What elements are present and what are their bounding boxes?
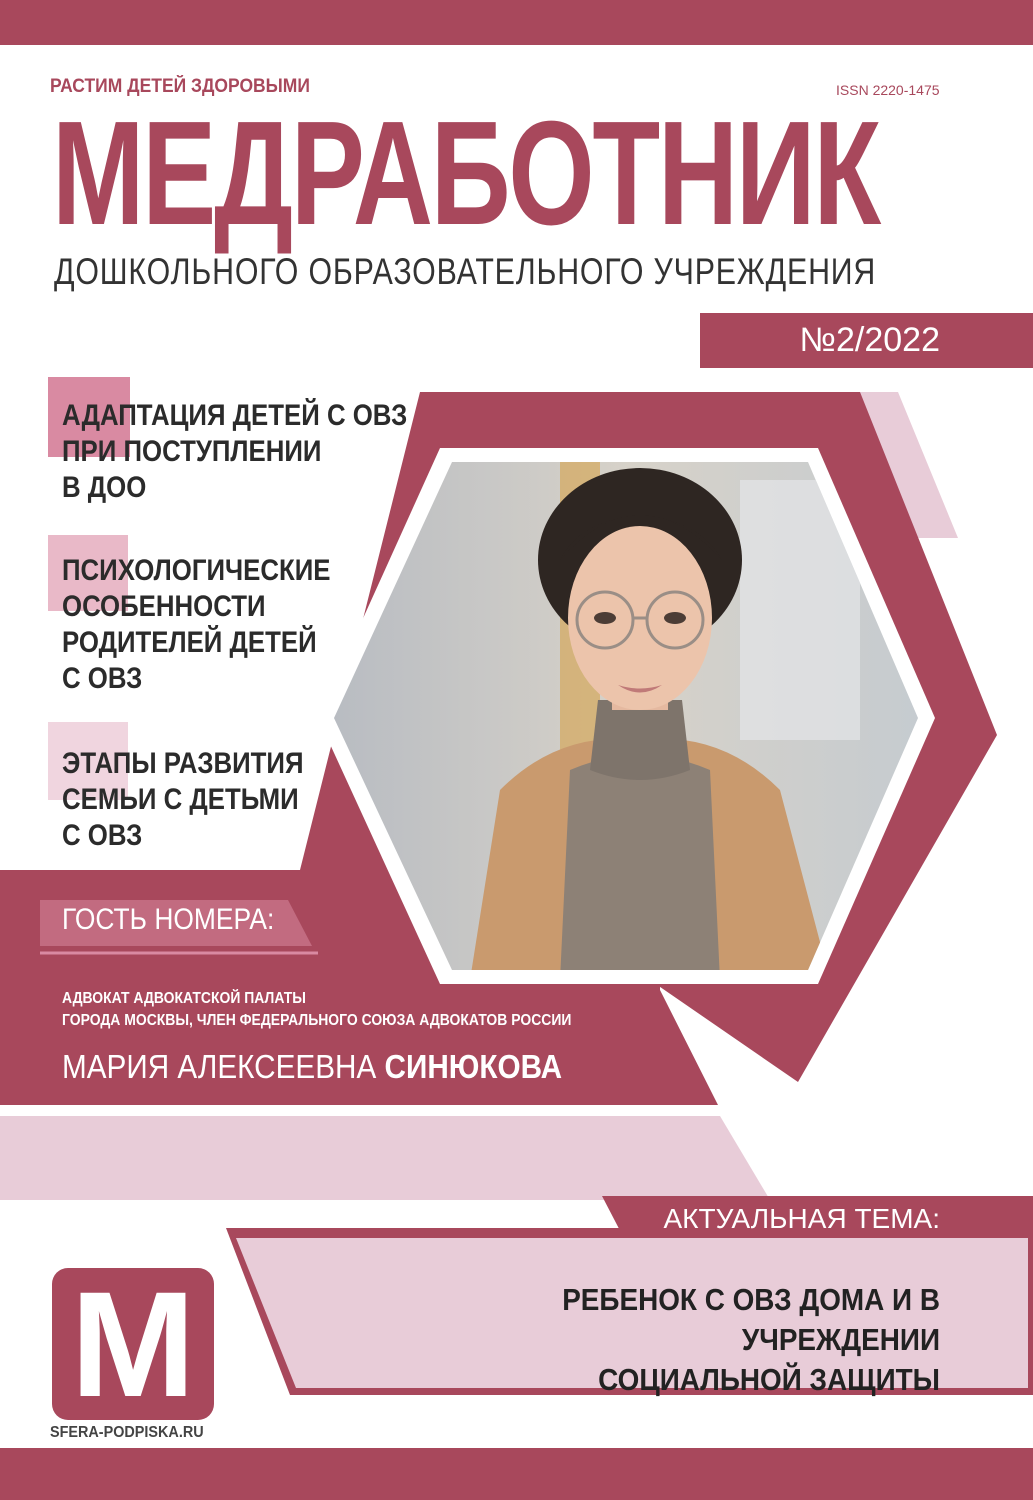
topic-1: АДАПТАЦИЯ ДЕТЕЙ С ОВЗ ПРИ ПОСТУПЛЕНИИ В ДОО: [62, 399, 408, 504]
subscription-site: SFERA-PODPISKA.RU: [50, 1424, 204, 1441]
issue-number: №2/2022: [799, 321, 940, 359]
guest-first-names: МАРИЯ АЛЕКСЕЕВНА: [62, 1048, 377, 1085]
feature-title: РЕБЕНОК С ОВЗ ДОМА И В УЧРЕЖДЕНИИ СОЦИАЛЬНОЙ ЗАЩИТЫ: [562, 1282, 940, 1397]
guest-role: АДВОКАТ АДВОКАТСКОЙ ПАЛАТЫ ГОРОДА МОСКВЫ, ЧЛЕН ФЕДЕРАЛЬНОГО СОЮЗА АДВОКАТОВ РОССИИ: [62, 990, 572, 1029]
issn-number: ISSN 2220-1475: [836, 82, 940, 98]
topic-2: ПСИХОЛОГИЧЕСКИЕ ОСОБЕННОСТИ РОДИТЕЛЕЙ ДЕТЕЙ С ОВЗ: [62, 554, 331, 695]
guest-heading: ГОСТЬ НОМЕРА:: [62, 903, 275, 936]
magazine-title: МЕДРАБОТНИК: [52, 91, 879, 256]
magazine-subtitle: ДОШКОЛЬНОГО ОБРАЗОВАТЕЛЬНОГО УЧРЕЖДЕНИЯ: [54, 251, 877, 292]
feature-label: АКТУАЛЬНАЯ ТЕМА:: [663, 1203, 940, 1234]
pink-band-lower: [0, 1116, 770, 1200]
topic-3: ЭТАПЫ РАЗВИТИЯ СЕМЬИ С ДЕТЬМИ С ОВЗ: [62, 747, 304, 852]
guest-name: [62, 1048, 562, 1086]
publisher-logo-letter: M: [70, 1260, 196, 1428]
tagline: РАСТИМ ДЕТЕЙ ЗДОРОВЫМИ: [50, 76, 310, 97]
guest-surname: СИНЮКОВА: [384, 1048, 563, 1085]
